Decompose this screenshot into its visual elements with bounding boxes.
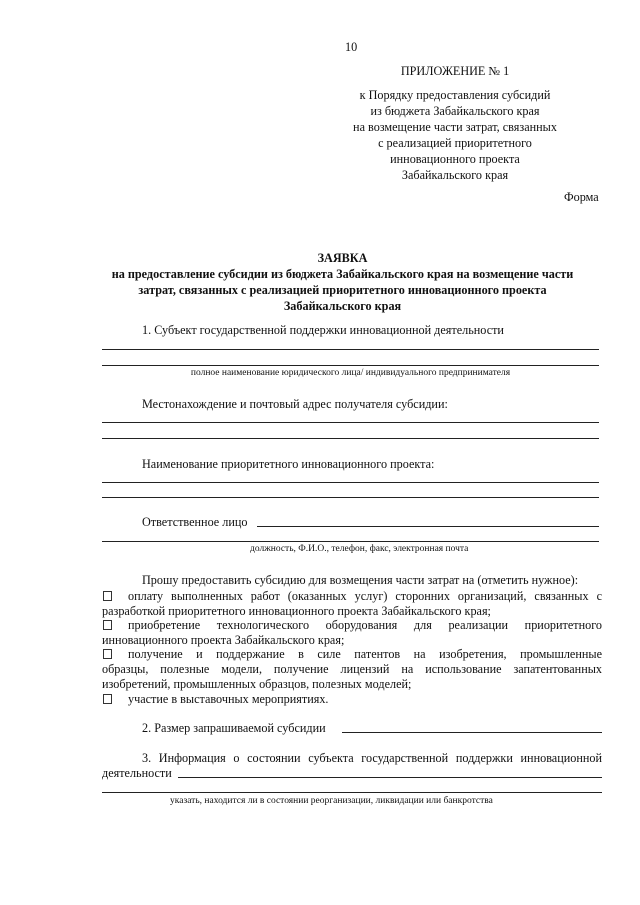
applicant-name-line-2[interactable] — [102, 365, 599, 366]
option-4-line-1: участие в выставочных мероприятиях. — [128, 692, 329, 706]
appendix-block — [300, 63, 610, 183]
checkbox-option-3[interactable] — [103, 649, 112, 659]
option-3-line-3: изобретений, промышленных образцов, полезных моделей; — [102, 677, 412, 691]
page-number: 10 — [345, 40, 358, 54]
section1-title: 1. Субъект государственной поддержки инновационной деятельности — [142, 323, 504, 337]
section3-line-1: 3. Информация о состоянии субъекта государственной поддержки инновационной — [142, 751, 602, 765]
appendix-title: ПРИЛОЖЕНИЕ № 1 — [400, 64, 510, 78]
heading-line: Забайкальского края — [283, 299, 402, 313]
appendix-line: из бюджета Забайкальского края — [370, 104, 540, 118]
responsible-line-1[interactable] — [257, 526, 599, 527]
appendix-line: на возмещение части затрат, связанных — [353, 120, 557, 134]
responsible-label: Ответственное лицо — [142, 515, 248, 529]
request-intro: Прошу предоставить субсидию для возмещения части затрат на (отметить нужное): — [142, 573, 579, 587]
option-1-line-2: разработкой приоритетного инновационного проекта Забайкальского края; — [102, 604, 491, 618]
subsidy-amount-line[interactable] — [342, 732, 602, 733]
appendix-line: с реализацией приоритетного — [378, 136, 532, 150]
appendix-line: Забайкальского края — [401, 168, 509, 182]
section2-title: 2. Размер запрашиваемой субсидии — [142, 721, 326, 735]
option-2-line-1: приобретение технологического оборудования для реализации приоритетного — [128, 618, 602, 632]
appendix-line: к Порядку предоставления субсидий — [359, 88, 551, 102]
project-label: Наименование приоритетного инновационного проекта: — [142, 457, 435, 471]
option-3-line-2: образцы, полезные модели, получение лицензий на использование запатентованных — [102, 662, 602, 676]
address-line-2[interactable] — [102, 438, 599, 439]
checkbox-option-2[interactable] — [103, 620, 112, 630]
option-2-line-2: инновационного проекта Забайкальского края; — [102, 633, 345, 647]
status-line-2[interactable] — [102, 792, 602, 793]
responsible-caption: должность, Ф.И.О., телефон, факс, электронная почта — [250, 544, 469, 554]
heading-title: ЗАЯВКА — [317, 251, 368, 265]
status-line-1[interactable] — [178, 777, 602, 778]
address-line-1[interactable] — [102, 422, 599, 423]
responsible-line-2[interactable] — [102, 541, 599, 542]
address-label: Местонахождение и почтовый адрес получателя субсидии: — [142, 397, 448, 411]
checkbox-option-1[interactable] — [103, 591, 112, 601]
option-1-line-1: оплату выполненных работ (оказанных услуг) сторонних организаций, связанных с — [128, 589, 602, 603]
applicant-caption: полное наименование юридического лица/ индивидуального предпринимателя — [190, 368, 511, 378]
status-caption: указать, находится ли в состоянии реорганизации, ликвидации или банкротства — [170, 796, 493, 806]
heading-line: на предоставление субсидии из бюджета Забайкальского края на возмещение части — [111, 267, 574, 281]
appendix-line: инновационного проекта — [390, 152, 520, 166]
project-line-2[interactable] — [102, 497, 599, 498]
checkbox-option-4[interactable] — [103, 694, 112, 704]
applicant-name-line-1[interactable] — [102, 349, 599, 350]
section3-line-2: деятельности — [102, 766, 172, 780]
document-heading — [80, 250, 605, 314]
project-line-1[interactable] — [102, 482, 599, 483]
form-label: Форма — [564, 190, 599, 204]
option-3-line-1: получение и поддержание в силе патентов на изобретения, промышленные — [128, 647, 602, 661]
heading-line: затрат, связанных с реализацией приоритетного инновационного проекта — [138, 283, 547, 297]
